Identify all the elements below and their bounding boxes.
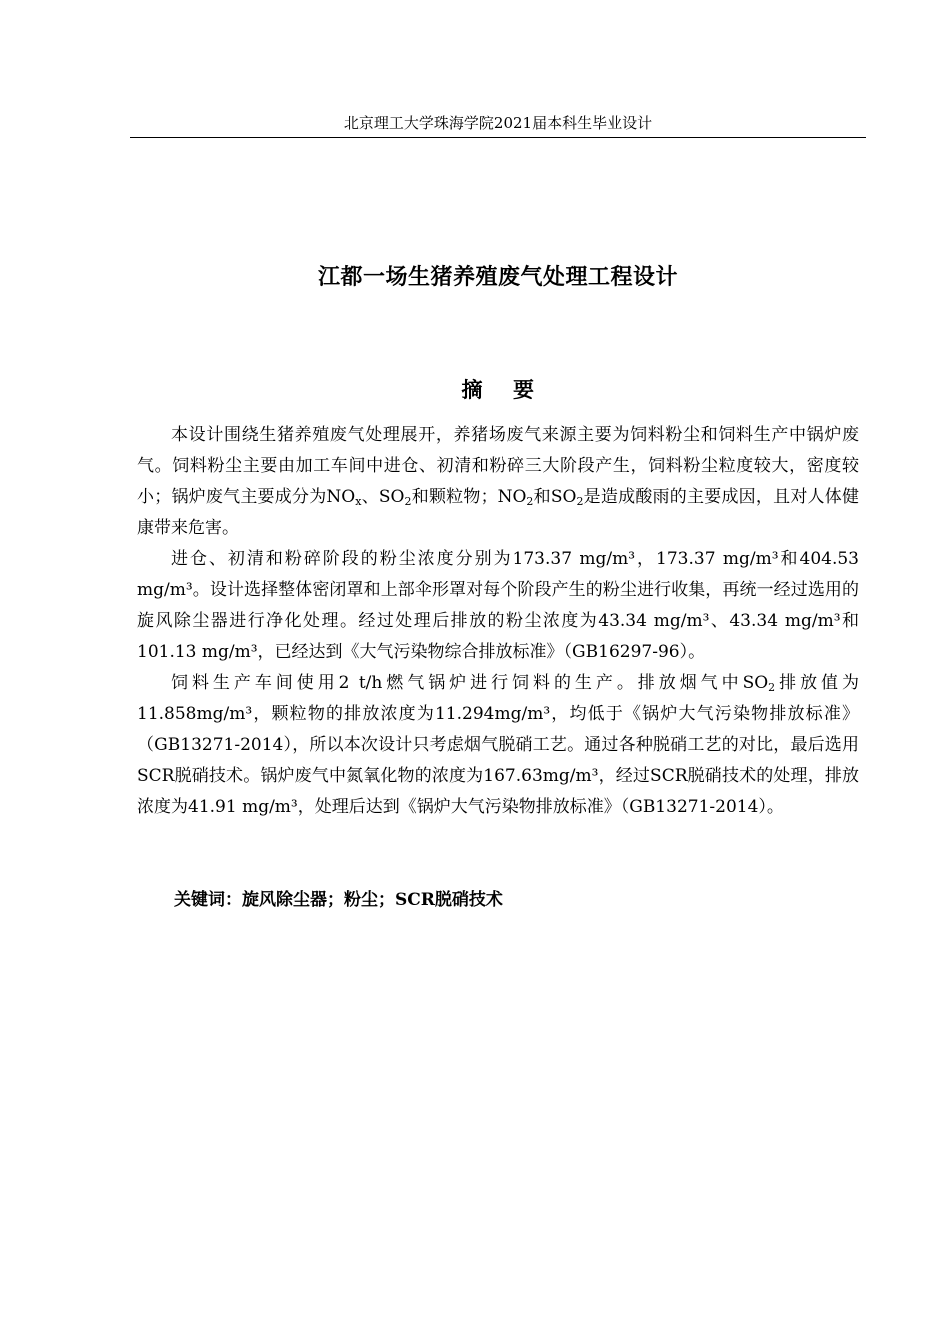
p1-text-e: 是造成酸雨的主要成因，且对人体健康带来危害。	[137, 487, 859, 538]
abstract-heading	[130, 375, 866, 405]
p1-text-d: 和SO	[533, 487, 577, 507]
p1-sub-2a: 2	[404, 495, 412, 508]
p1-text-c: 和颗粒物；NO	[411, 487, 527, 507]
abstract-paragraph-2: 进仓、初清和粉碎阶段的粉尘浓度分别为173.37 mg/m³，173.37 mg/m³和404.53 mg/m³。设计选择整体密闭罩和上部伞形罩对每个阶段产生的粉尘进行收集，再统一经过选用的旋风除尘器进行净化处理。经过处理后排放的粉尘浓度为43.34 mg/m³、43.34 mg/m³和101.13 mg/m³，已经达到《大气污染物综合排放标准》（GB16297-96）。	[137, 549, 859, 662]
p1-sub-2b: 2	[526, 495, 534, 508]
p1-sub-x: x	[355, 495, 362, 508]
abstract-heading-part1: 摘	[461, 377, 483, 402]
p3-text-b: 排放值为11.858mg/m³，颗粒物的排放浓度为11.294mg/m³，均低于《锅炉大气污染物排放标准》（GB13271-2014），所以本次设计只考虑烟气脱硝工艺。通过各种脱硝工艺的对比，最后选用SCR脱硝技术。锅炉废气中氮氧化物的浓度为167.63mg/m³，经过SCR脱硝技术的处理，排放浓度为41.91 mg/m³，处理后达到《锅炉大气污染物排放标准》（GB13271-2014）。	[137, 673, 860, 817]
p1-text-a: 本设计围绕生猪养殖废气处理展开，养猪场废气来源主要为饲料粉尘和饲料生产中锅炉废气。饲料粉尘主要由加工车间中进仓、初清和粉碎三大阶段产生，饲料粉尘粒度较大，密度较小；锅炉废气主要成分为NO	[137, 425, 859, 507]
p1-sub-2c: 2	[576, 495, 584, 508]
p3-sub-2: 2	[768, 681, 776, 694]
abstract-paragraph-1	[137, 420, 859, 544]
p3-text-a: 饲料生产车间使用2 t/h燃气锅炉进行饲料的生产。排放烟气中SO	[171, 673, 769, 693]
document-title: 江都一场生猪养殖废气处理工程设计	[317, 264, 678, 290]
keywords-line: 关键词：旋风除尘器；粉尘；SCR脱硝技术	[174, 890, 503, 910]
abstract-body	[137, 420, 859, 823]
abstract-paragraph-3	[137, 668, 859, 823]
abstract-heading-part2: 要	[513, 377, 535, 402]
header-text: 北京理工大学珠海学院2021届本科生毕业设计	[343, 114, 653, 132]
p1-text-b: 、SO	[361, 487, 405, 507]
page-header	[130, 112, 866, 138]
